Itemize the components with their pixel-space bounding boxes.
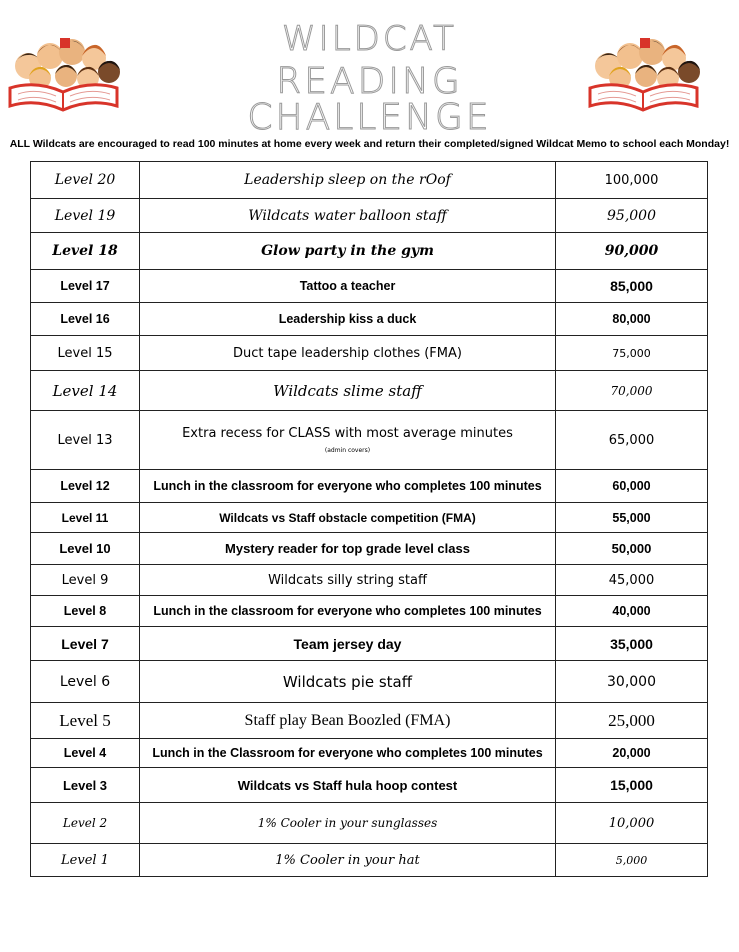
table-row	[31, 371, 708, 411]
reward-cell: Lunch in the Classroom for everyone who completes 100 minutes	[140, 739, 556, 768]
minutes-cell: 55,000	[556, 503, 708, 533]
reading-levels-table	[30, 161, 708, 877]
level-cell: Level 11	[31, 503, 140, 533]
reward-cell: Lunch in the classroom for everyone who completes 100 minutes	[140, 470, 556, 503]
level-cell: Level 20	[31, 162, 140, 199]
level-cell: Level 2	[31, 803, 140, 844]
level-cell: Level 15	[31, 336, 140, 371]
minutes-cell: 65,000	[556, 411, 708, 470]
minutes-cell: 45,000	[556, 565, 708, 596]
table-row	[31, 503, 708, 533]
level-cell: Level 4	[31, 739, 140, 768]
table-row	[31, 270, 708, 303]
level-cell: Level 12	[31, 470, 140, 503]
table-row	[31, 627, 708, 661]
minutes-cell: 100,000	[556, 162, 708, 199]
table-row	[31, 739, 708, 768]
level-cell: Level 13	[31, 411, 140, 470]
reward-cell: Wildcats vs Staff obstacle competition (FMA)	[140, 503, 556, 533]
table-row	[31, 470, 708, 503]
reward-cell: Team jersey day	[140, 627, 556, 661]
reward-cell	[140, 411, 556, 470]
level-cell: Level 5	[31, 703, 140, 739]
reward-cell: Tattoo a teacher	[140, 270, 556, 303]
reward-cell: Wildcats water balloon staff	[140, 199, 556, 233]
level-cell: Level 3	[31, 768, 140, 803]
table-row	[31, 162, 708, 199]
minutes-cell: 20,000	[556, 739, 708, 768]
level-cell: Level 9	[31, 565, 140, 596]
level-cell: Level 16	[31, 303, 140, 336]
reward-cell: Staff play Bean Boozled (FMA)	[140, 703, 556, 739]
level-cell: Level 19	[31, 199, 140, 233]
table-row	[31, 565, 708, 596]
level-cell: Level 14	[31, 371, 140, 411]
minutes-cell: 80,000	[556, 303, 708, 336]
minutes-cell: 25,000	[556, 703, 708, 739]
kids-reading-book-clipart	[6, 30, 121, 112]
title-line-1: WILDCAT	[282, 19, 457, 59]
kids-reading-book-clipart	[586, 30, 701, 112]
level-cell: Level 1	[31, 844, 140, 877]
reward-cell: Lunch in the classroom for everyone who completes 100 minutes	[140, 596, 556, 627]
minutes-cell: 50,000	[556, 533, 708, 565]
table-row	[31, 803, 708, 844]
minutes-cell: 95,000	[556, 199, 708, 233]
level-cell: Level 8	[31, 596, 140, 627]
table-row	[31, 336, 708, 371]
minutes-cell: 15,000	[556, 768, 708, 803]
minutes-cell: 85,000	[556, 270, 708, 303]
level-cell: Level 18	[31, 233, 140, 270]
minutes-cell: 70,000	[556, 371, 708, 411]
minutes-cell: 5,000	[556, 844, 708, 877]
reward-cell: Wildcats silly string staff	[140, 565, 556, 596]
reward-cell: 1% Cooler in your sunglasses	[140, 803, 556, 844]
reward-note: (admin covers)	[324, 447, 371, 454]
table-row	[31, 233, 708, 270]
title-line-2: READING CHALLENGE	[247, 61, 492, 138]
page-title	[150, 19, 589, 138]
level-cell: Level 10	[31, 533, 140, 565]
table-row	[31, 199, 708, 233]
table-row	[31, 533, 708, 565]
minutes-cell: 35,000	[556, 627, 708, 661]
reward-cell: Duct tape leadership clothes (FMA)	[140, 336, 556, 371]
reward-text: Extra recess for CLASS with most average minutes	[182, 426, 513, 441]
minutes-cell: 10,000	[556, 803, 708, 844]
reward-cell: Leadership kiss a duck	[140, 303, 556, 336]
minutes-cell: 30,000	[556, 661, 708, 703]
table-row	[31, 411, 708, 470]
minutes-cell: 40,000	[556, 596, 708, 627]
tagline: ALL Wildcats are encouraged to read 100 minutes at home every week and return their completed/signed Wildcat Memo to school each Monday!	[9, 138, 730, 150]
table-row	[31, 844, 708, 877]
table-row	[31, 703, 708, 739]
table-row	[31, 303, 708, 336]
level-cell: Level 7	[31, 627, 140, 661]
minutes-cell: 60,000	[556, 470, 708, 503]
minutes-cell: 90,000	[556, 233, 708, 270]
reward-cell: 1% Cooler in your hat	[140, 844, 556, 877]
table-row	[31, 661, 708, 703]
reward-cell: Wildcats pie staff	[140, 661, 556, 703]
table-row	[31, 768, 708, 803]
reward-cell: Glow party in the gym	[140, 233, 556, 270]
reward-cell: Wildcats slime staff	[140, 371, 556, 411]
reward-cell: Wildcats vs Staff hula hoop contest	[140, 768, 556, 803]
level-cell: Level 17	[31, 270, 140, 303]
reward-cell: Leadership sleep on the rOof	[140, 162, 556, 199]
table-row	[31, 596, 708, 627]
minutes-cell: 75,000	[556, 336, 708, 371]
level-cell: Level 6	[31, 661, 140, 703]
reward-cell: Mystery reader for top grade level class	[140, 533, 556, 565]
